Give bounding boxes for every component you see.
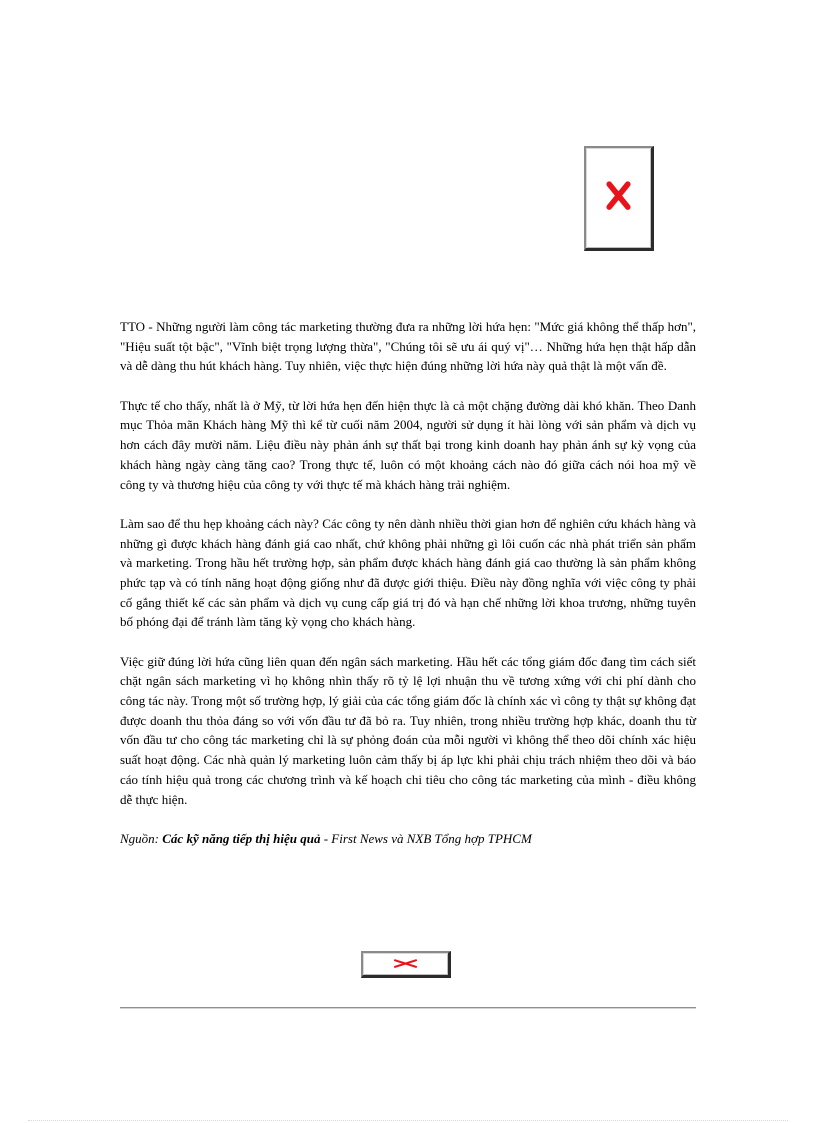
source-prefix: Nguồn:: [120, 830, 163, 846]
source-publisher: - First News và NXB Tổng hợp TPHCM: [320, 830, 532, 846]
horizontal-divider: [120, 1007, 696, 1009]
article-paragraph: TTO - Những người làm công tác marketing thường đưa ra những lời hứa hẹn: "Mức giá không thể thấp hơn", "Hiệu suất tột bậc", "Vĩnh biệt trọng lượng thừa", "Chúng tôi sẽ ưu ái quý vị"… Những hứa hẹn thật hấp dẫn và dễ dàng thu hút khách hàng. Tuy nhiên, việc thực hiện đúng những lời hứa này quả thật là một vấn đề.: [120, 319, 696, 374]
broken-image-icon: [363, 953, 448, 975]
source-credit: [120, 829, 696, 849]
source-book-title: Các kỹ năng tiếp thị hiệu quả: [162, 830, 321, 846]
page-bottom-edge: [28, 1120, 788, 1121]
article-paragraph: Việc giữ đúng lời hứa cũng liên quan đến ngân sách marketing. Hầu hết các tổng giám đốc đang tìm cách siết chặt ngân sách marketing vì họ không nhìn thấy rõ tỷ lệ lợi nhuận thu về tương xứng với chi phí dành cho công tác này. Trong một số trường hợp, lý giải của các tổng giám đốc là chính xác vì công ty thật sự không đạt được doanh thu thỏa đáng so với vốn đầu tư đã bỏ ra. Tuy nhiên, trong nhiều trường hợp khác, doanh thu từ vốn đầu tư cho công tác marketing chỉ là sự phỏng đoán của mỗi người vì không thể theo dõi chính xác hiệu suất hoạt động. Các nhà quản lý marketing luôn cảm thấy bị áp lực khi phải chịu trách nhiệm theo dõi và báo cáo tính hiệu quả trong các chương trình và kế hoạch chi tiêu cho công tác marketing của mình - điều không dễ thực hiện.: [120, 653, 696, 807]
article-body: [120, 317, 696, 868]
broken-image-placeholder: [584, 146, 654, 251]
broken-image-icon: [586, 148, 651, 248]
article-paragraph: Thực tế cho thấy, nhất là ở Mỹ, từ lời hứa hẹn đến hiện thực là cả một chặng đường dài khó khăn. Theo Danh mục Thỏa mãn Khách hàng Mỹ thì kể từ cuối năm 2004, người sử dụng ít hài lòng với sản phẩm và dịch vụ hơn cách đây mười năm. Liệu điều này phản ánh sự thất bại trong kinh doanh hay phản ánh sự kỳ vọng của khách hàng ngày càng tăng cao? Trong thực tế, luôn có một khoảng cách nào đó giữa cách nói hoa mỹ về công ty và thương hiệu của công ty với thực tế mà khách hàng trải nghiệm.: [120, 397, 696, 492]
article-paragraph: Làm sao để thu hẹp khoảng cách này? Các công ty nên dành nhiều thời gian hơn để nghiên cứu khách hàng và những gì được khách hàng đánh giá cao nhất, chứ không phải những gì lôi cuốn các nhà phát triển sản phẩm và marketing. Trong hầu hết trường hợp, sản phẩm được khách hàng đánh giá cao thường là sản phẩm không phức tạp và có tính năng hoạt động giống như đã được giới thiệu. Điều này đồng nghĩa với việc công ty phải cố gắng thiết kế các sản phẩm và dịch vụ cung cấp giá trị đó và hạn chế những lời khoa trương, những tuyên bố phóng đại để tránh làm tăng kỳ vọng cho khách hàng.: [120, 515, 696, 630]
broken-image-placeholder: [361, 951, 451, 978]
